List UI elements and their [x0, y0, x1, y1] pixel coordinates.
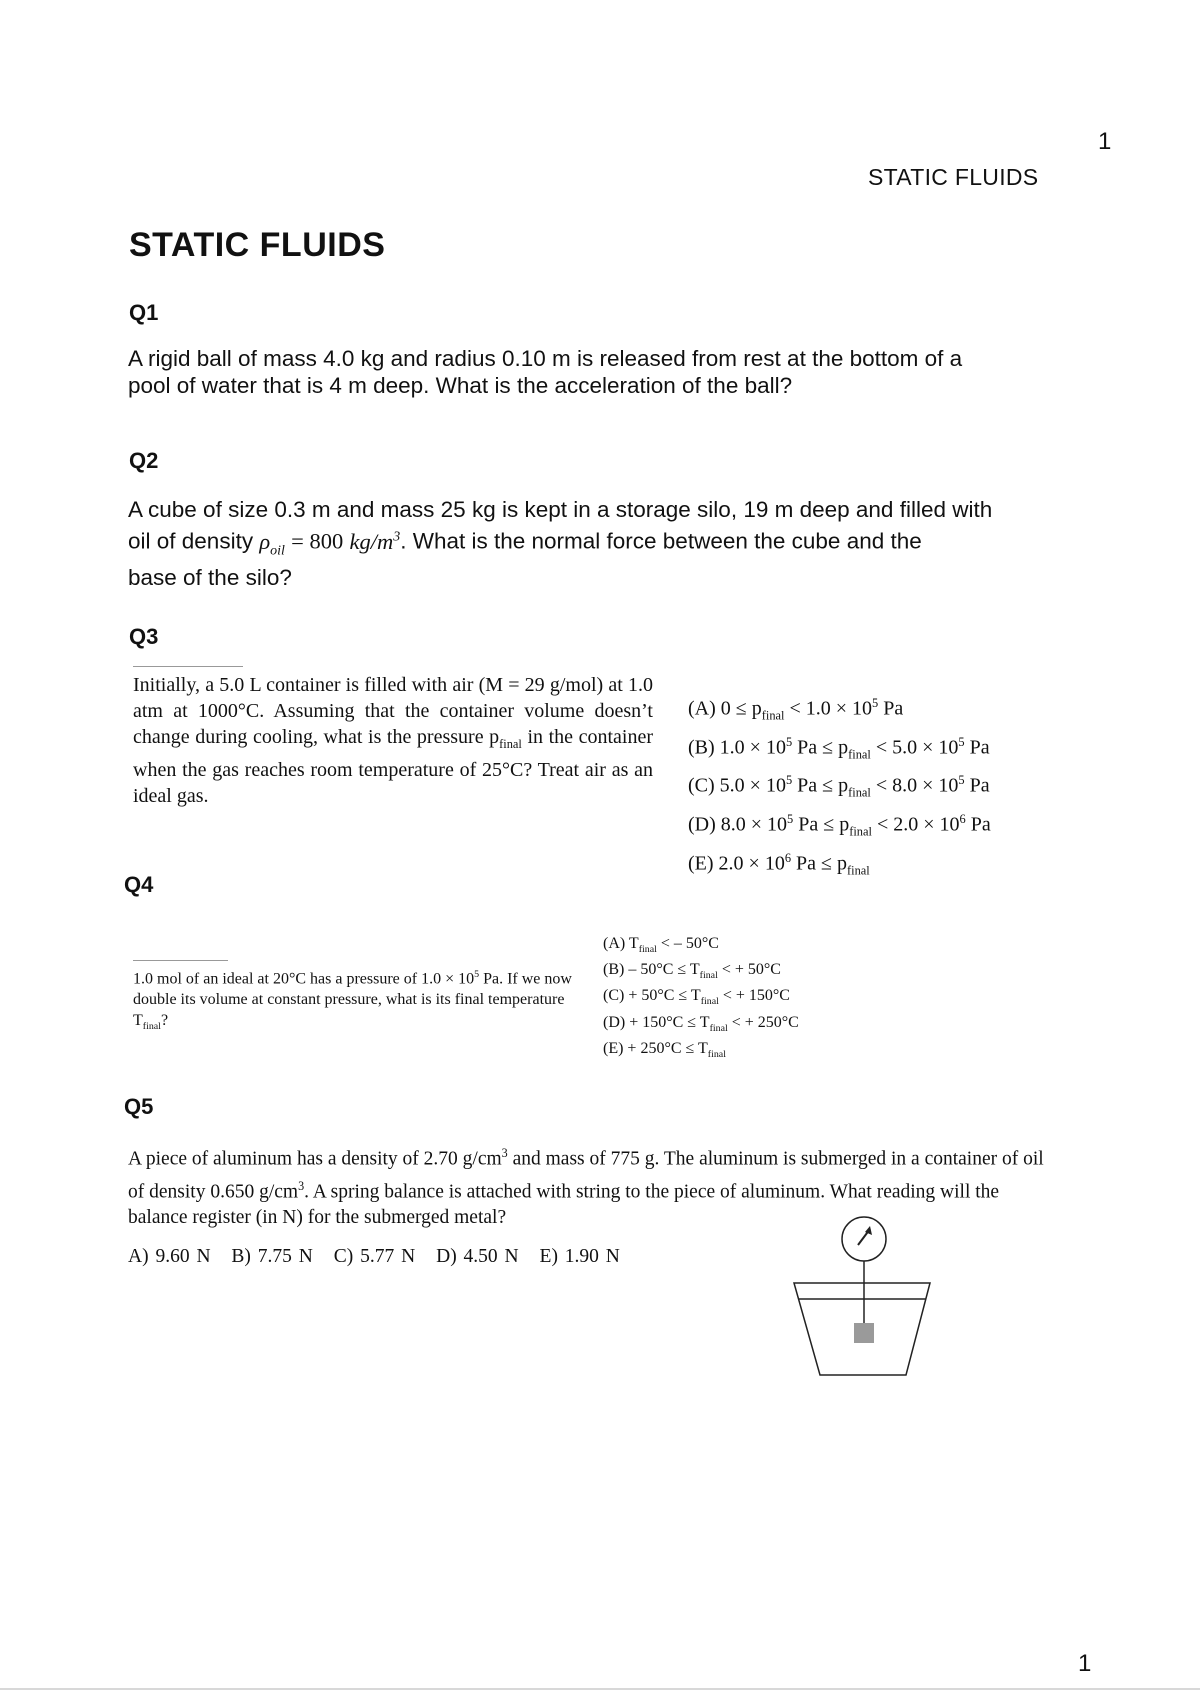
q3-option-d: (D) $8.0 \times 10^5$ $Pa \le p_{final} < 2.0 \times 10^6$ Pa: [688, 811, 991, 839]
balance-dial-icon: [842, 1217, 886, 1261]
q4-option-a: (A) $T_{final}$ < – 50°C: [603, 935, 719, 956]
q2-line-1: A cube of size 0.3 m and mass 25 kg is kept in a storage silo, 19 m deep and filled with: [128, 497, 993, 522]
q3-text: Initially, a 5.0 L container is filled with air (M = 29 g/mol) at 1.0 atm at 1000°C. Assuming that the container volume doesn’t change during cooling, what is the pressure $p_{final}$ in the container when the gas reaches room temperature of 25°C? Treat air as an ideal gas.: [133, 674, 653, 807]
q5-answer-b: B) 7.75 N: [231, 1246, 313, 1267]
q4-option-c: $(C) + 50^\circ C \le T_{final}$ < + 150°C: [603, 987, 790, 1008]
q1-label: Q1: [129, 300, 159, 325]
aluminum-block: [854, 1323, 874, 1343]
q3-rule: [133, 666, 243, 667]
q2-label: Q2: [129, 448, 159, 473]
q3-option-a: (A) $0 \le p_{final} < 1.0 \times 10^5$ Pa: [688, 696, 904, 723]
q4-option-e: $(E) + 250^\circ C \le T_{final}$: [603, 1039, 726, 1060]
q3-label: Q3: [129, 624, 159, 649]
q5-text: A piece of aluminum has a density of 2.70 $g/cm^3$ and mass of 775 g. The aluminum is submerged in a container of oil of density 0.650 $g/cm^3$. A spring balance is attached with string to the piece of aluminum. What reading will the balance register (in N) for the submerged metal?: [128, 1146, 1044, 1228]
q4-options: [603, 934, 799, 1065]
q4-label: Q4: [124, 872, 154, 897]
rho-symbol: $\rho_{oil}$: [259, 528, 285, 558]
running-header: STATIC FLUIDS: [868, 164, 1039, 190]
spring-balance-diagram: [780, 1205, 940, 1385]
q3-option-c: (C) $5.0 \times 10^5$ $Pa \le p_{final} < 8.0 \times 10^5$ Pa: [688, 773, 990, 800]
q5-answer-e: E) 1.90 N: [539, 1246, 620, 1267]
q2-line-2: oil of density $\rho_{oil} = 800$ $kg/m^3$. What is the normal force between the cube and the: [128, 528, 922, 558]
q5-answer-c: C) 5.77 N: [333, 1246, 416, 1267]
page-number-top: 1: [1098, 128, 1112, 155]
q5-answers: [128, 1246, 634, 1268]
q2-line-3: base of the silo?: [128, 565, 292, 590]
q1-line-2: pool of water that is 4 m deep. What is the acceleration of the ball?: [128, 373, 793, 398]
q4-text: 1.0 mol of an ideal at 20°C has a pressure of $1.0 \times 10^5$ Pa. If we now double its volume at constant pressure, what is its final temperature $T_{final}$?: [133, 969, 572, 1033]
q2-text: [128, 496, 992, 591]
q1-line-1: A rigid ball of mass 4.0 kg and radius 0.10 m is released from rest at the bottom of a: [128, 346, 963, 371]
page-title: STATIC FLUIDS: [129, 226, 386, 264]
q1-text: [128, 345, 962, 399]
page-number-bottom: 1: [1078, 1650, 1092, 1677]
q5-answer-a: A) 9.60 N: [128, 1246, 211, 1267]
q3-options: [688, 690, 991, 883]
q4-option-b: $(B) - 50^\circ C \le T_{final}$ < + 50°C: [603, 961, 781, 982]
q5-label: Q5: [124, 1094, 154, 1119]
scan-edge-line: [0, 1688, 1200, 1690]
q3-option-b: (B) $1.0 \times 10^5$ $Pa \le p_{final} < 5.0 \times 10^5$ Pa: [688, 734, 990, 762]
density-units: $kg/m^3$: [349, 528, 401, 554]
q4-option-d: $(D) + 150^\circ C \le T_{final}$ < + 250°C: [603, 1013, 799, 1034]
q4-rule: [133, 960, 228, 961]
q3-option-e: (E) $2.0 \times 10^6$ $Pa \le p_{final}$: [688, 850, 870, 878]
q5-answer-d: D) 4.50 N: [436, 1246, 519, 1267]
